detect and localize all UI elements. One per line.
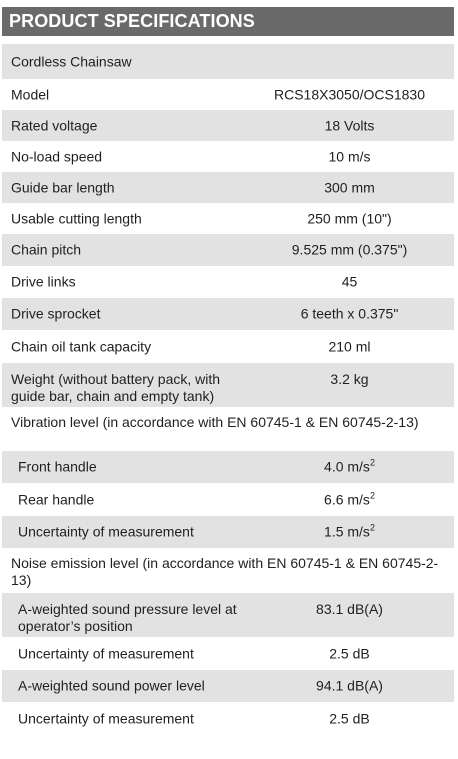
spec-row-vibration-heading [2,407,454,451]
spec-row-no-load-speed [2,141,454,172]
spec-label: A-weighted sound pressure level at operator’s position [18,601,237,634]
spec-row-front-handle [2,451,454,483]
spec-row-guide-bar-length [2,172,454,203]
spec-label: Rear handle [18,491,95,507]
spec-value: 6 teeth x 0.375" [300,305,399,322]
spec-value: 94.1 dB(A) [316,677,383,694]
spec-row-rated-voltage [2,110,454,141]
spec-label: Model [11,86,50,102]
spec-label: Uncertainty of measurement [18,645,194,661]
spec-row-sound-power-uncertainty [2,702,454,735]
spec-label: Chain pitch [11,241,82,258]
spec-table [2,44,454,735]
spec-row-chain-pitch [2,234,454,266]
spec-value: 2.5 dB [329,645,370,661]
spec-label: Drive sprocket [11,305,101,322]
spec-value: 6.6 $m/s^2$ [324,490,375,507]
spec-label: A-weighted sound power level [18,677,205,694]
spec-label: Guide bar length [11,179,115,195]
spec-label: Usable cutting length [11,210,142,226]
spec-label: Front handle [18,458,97,475]
section-heading: Noise emission level (in accordance with EN 60745-1 & EN 60745-2-13) [11,555,439,588]
spec-value: 300 mm [324,179,375,195]
spec-label: Chain oil tank capacity [11,338,152,354]
spec-row-vibration-uncertainty [2,516,454,548]
spec-row-weight [2,363,454,407]
spec-row-chain-oil-tank [2,330,454,363]
spec-label: No-load speed [11,148,103,164]
spec-row-rear-handle [2,483,454,516]
spec-value: 250 mm (10") [307,210,392,226]
spec-value: 10 m/s [328,148,371,164]
spec-value: RCS18X3050/OCS1830 [274,86,425,102]
spec-value: 83.1 dB(A) [316,601,383,617]
spec-row-drive-links [2,266,454,298]
spec-label: Weight (without battery pack, with guide bar, chain and empty tank) [11,371,221,404]
spec-value: 45 [341,273,358,290]
spec-label: Rated voltage [11,117,98,133]
spec-value: 4.0 $m/s^2$ [324,457,375,475]
spec-row-sound-pressure-uncertainty [2,637,454,670]
spec-value: 9.525 mm (0.375") [291,241,408,258]
spec-value: 2.5 dB [329,710,370,726]
spec-row-usable-cutting-length [2,203,454,234]
spec-label: Uncertainty of measurement [18,523,194,540]
spec-label: Cordless Chainsaw [11,53,132,69]
spec-row-sound-power [2,670,454,702]
spec-label: Uncertainty of measurement [18,710,194,726]
spec-value: 3.2 kg [330,371,369,387]
spec-row-model [2,79,454,110]
spec-row-sound-pressure [2,593,454,637]
spec-label: Drive links [11,273,76,290]
spec-value: 18 Volts [324,117,375,133]
section-heading: Vibration level (in accordance with EN 60745-1 & EN 60745-2-13) [11,414,419,430]
spec-row-drive-sprocket [2,298,454,330]
spec-value: 210 ml [328,338,371,354]
page-title: PRODUCT SPECIFICATIONS [2,7,454,36]
spec-row-product-name [2,44,454,79]
spec-row-noise-heading [2,548,454,593]
spec-value: 1.5 $m/s^2$ [324,522,375,540]
